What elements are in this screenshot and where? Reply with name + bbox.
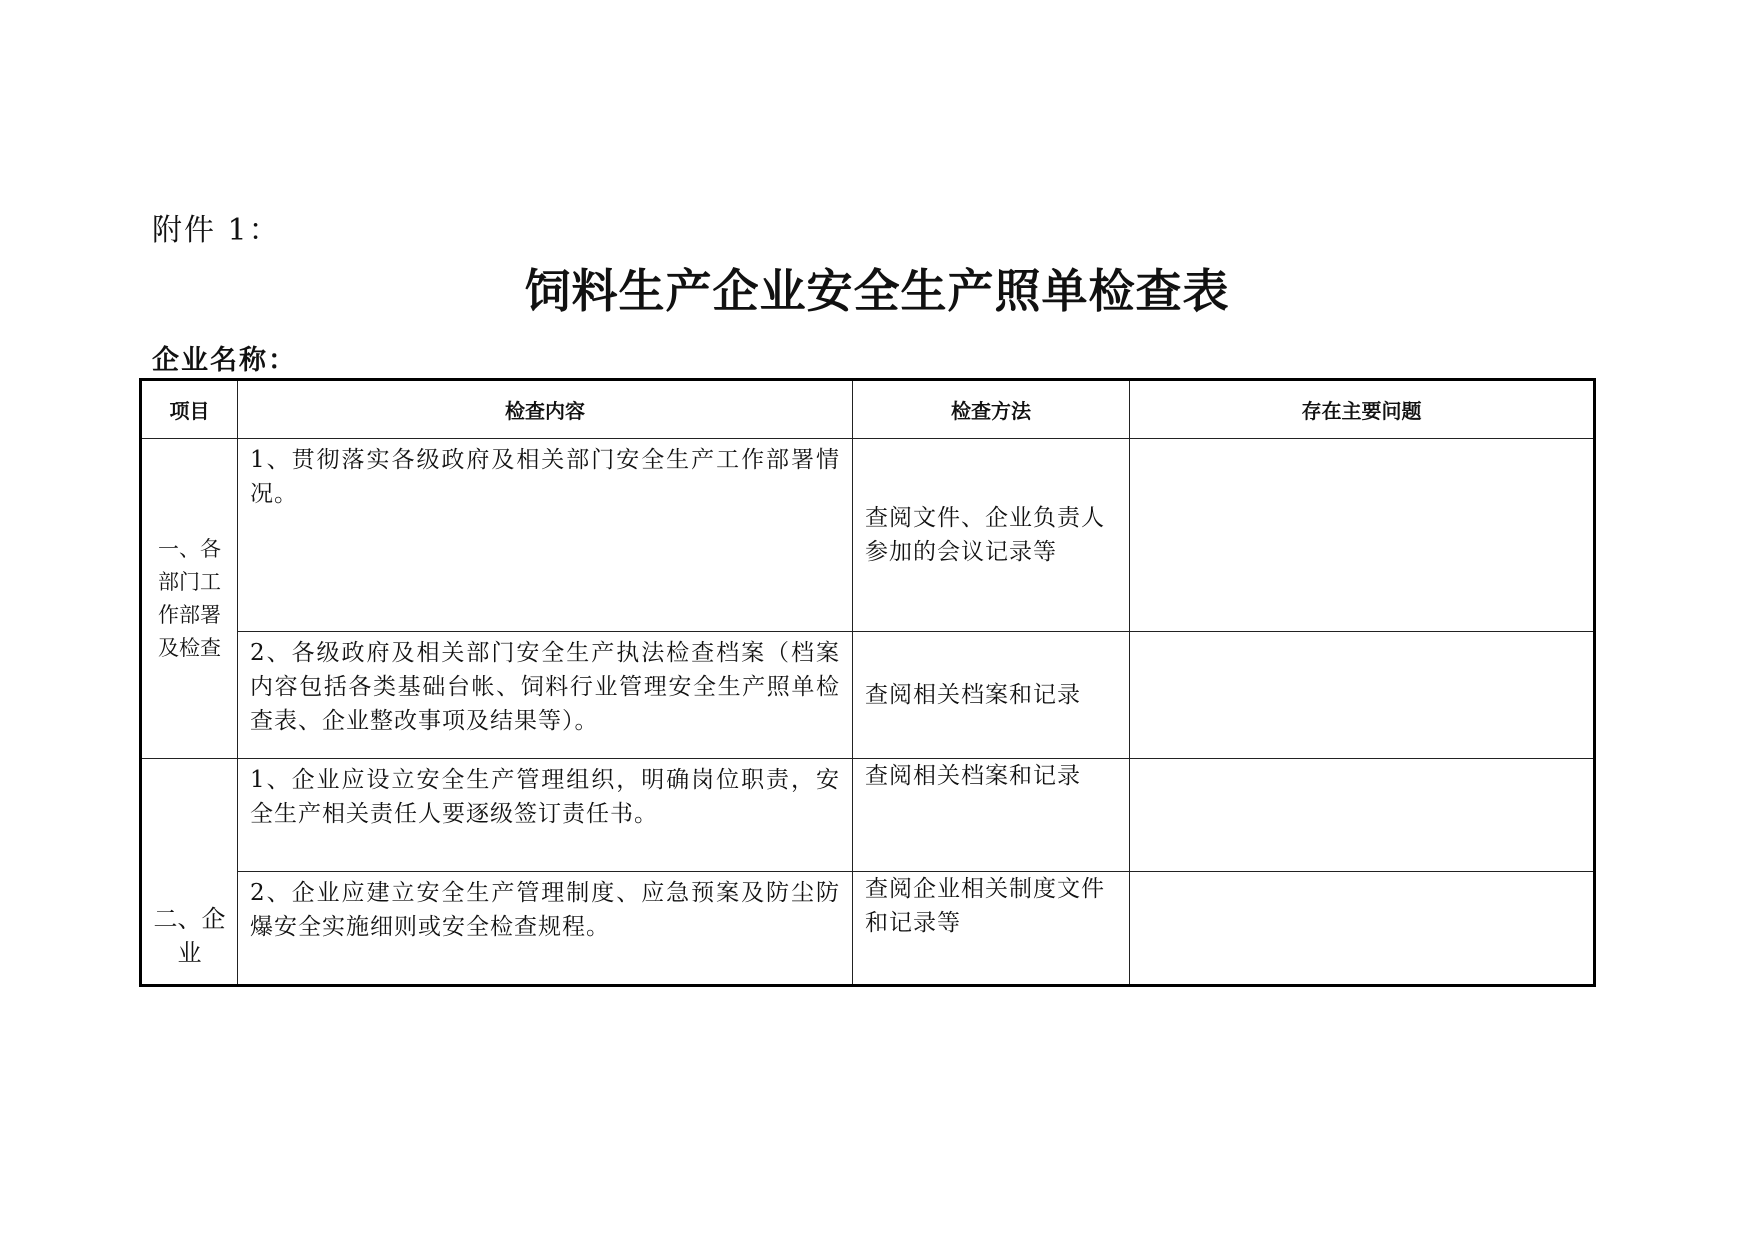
table-header-row — [141, 380, 1595, 439]
content-cell: 2、企业应建立安全生产管理制度、应急预案及防尘防爆安全实施细则或安全检查规程。 — [238, 872, 853, 986]
method-cell: 查阅相关档案和记录 — [853, 632, 1130, 759]
company-name-label: 企业名称： — [152, 345, 297, 376]
header-method: 检查方法 — [853, 380, 1130, 439]
category-cell: 一、各部门工作部署及检查 — [141, 439, 238, 759]
issues-cell[interactable] — [1130, 439, 1595, 632]
category-cell: 二、企业 — [141, 759, 238, 986]
content-cell: 2、各级政府及相关部门安全生产执法检查档案（档案内容包括各类基础台帐、饲料行业管理安全生产照单检查表、企业整改事项及结果等）。 — [238, 632, 853, 759]
issues-cell[interactable] — [1130, 632, 1595, 759]
table-row — [141, 632, 1595, 759]
page-title: 饲料生产企业安全生产照单检查表 — [524, 264, 1230, 318]
method-cell: 查阅相关档案和记录 — [853, 759, 1130, 872]
header-issues: 存在主要问题 — [1130, 380, 1595, 439]
attachment-label: 附件 1： — [152, 213, 281, 248]
issues-cell[interactable] — [1130, 872, 1595, 986]
method-cell: 查阅文件、企业负责人参加的会议记录等 — [853, 439, 1130, 632]
content-cell: 1、企业应设立安全生产管理组织，明确岗位职责，安全生产相关责任人要逐级签订责任书。 — [238, 759, 853, 872]
method-cell: 查阅企业相关制度文件和记录等 — [853, 872, 1130, 986]
header-content: 检查内容 — [238, 380, 853, 439]
table-row — [141, 759, 1595, 872]
header-item: 项目 — [141, 380, 238, 439]
content-cell: 1、贯彻落实各级政府及相关部门安全生产工作部署情况。 — [238, 439, 853, 632]
table-row — [141, 872, 1595, 986]
inspection-table — [139, 378, 1596, 987]
table-row — [141, 439, 1595, 632]
issues-cell[interactable] — [1130, 759, 1595, 872]
